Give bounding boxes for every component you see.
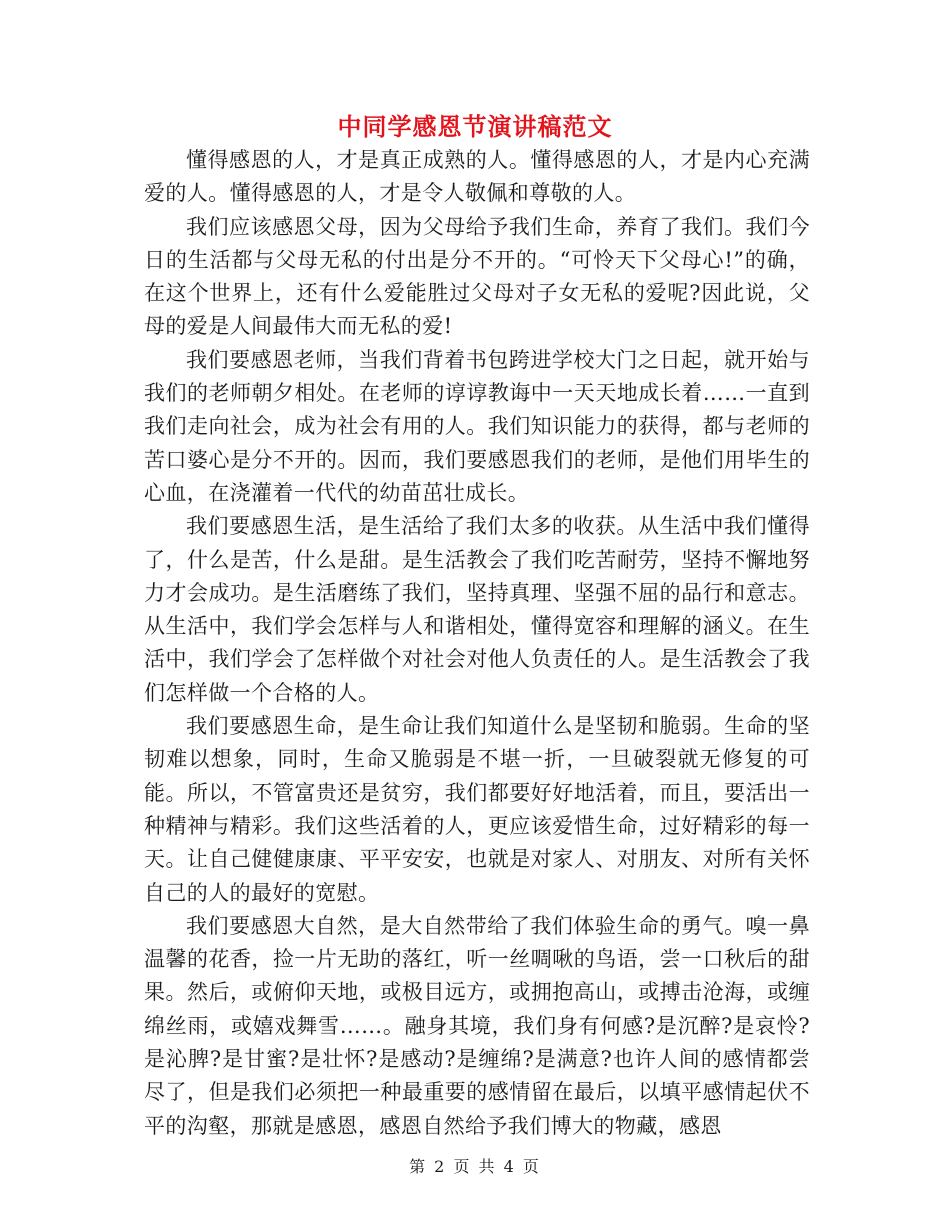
paragraph-nature: 我们要感恩大自然，是大自然带给了我们体验生命的勇气。嗅一鼻温馨的花香，捡一片无助的落红，听一丝啁啾的鸟语，尝一口秋后的甜果。然后，或俯仰天地，或极目远方，或拥抱高山，或搏击沧海，或缠绵丝雨，或嬉戏舞雪……。融身其境，我们身有何感?是沉醉?是哀怜?是沁脾?是甘蜜?是壮怀?是感动?是缠绵?是满意?也许人间的感情都尝尽了，但是我们必须把一种最重要的感情留在最后，以填平感情起伏不平的沟壑，那就是感恩，感恩自然给予我们博大的物藏，感恩 [144,913,810,1138]
paragraph-parents: 我们应该感恩父母，因为父母给予我们生命，养育了我们。我们今日的生活都与父母无私的付出是分不开的。“可怜天下父母心!”的确，在这个世界上，还有什么爱能胜过父母对子女无私的爱呢?因此说，父母的爱是人间最伟大而无私的爱! [144,214,810,339]
page-number-footer: 第 2 页 共 4 页 [409,1157,541,1176]
paragraph-teachers: 我们要感恩老师，当我们背着书包跨进学校大门之日起，就开始与我们的老师朝夕相处。在老师的谆谆教诲中一天天地成长着……一直到我们走向社会，成为社会有用的人。我们知识能力的获得，都与老师的苦口婆心是分不开的。因而，我们要感恩我们的老师，是他们用毕生的心血，在浇灌着一代代的幼苗茁壮成长。 [144,347,810,505]
document-title: 中同学感恩节演讲稿范文 [337,112,613,141]
document-body [144,144,810,1143]
paragraph-intro: 懂得感恩的人，才是真正成熟的人。懂得感恩的人，才是内心充满爱的人。懂得感恩的人，才是令人敬佩和尊敬的人。 [144,148,810,206]
paragraph-life: 我们要感恩生活，是生活给了我们太多的收获。从生活中我们懂得了，什么是苦，什么是甜。是生活教会了我们吃苦耐劳，坚持不懈地努力才会成功。是生活磨练了我们，坚持真理、坚强不屈的品行和意志。从生活中，我们学会怎样与人和谐相处，懂得宽容和理解的涵义。在生活中，我们学会了怎样做个对社会对他人负责任的人。是生活教会了我们怎样做一个合格的人。 [144,514,810,705]
paragraph-living: 我们要感恩生命，是生命让我们知道什么是坚韧和脆弱。生命的坚韧难以想象，同时，生命又脆弱是不堪一折，一旦破裂就无修复的可能。所以，不管富贵还是贫穷，我们都要好好地活着，而且，要活出一种精神与精彩。我们这些活着的人，更应该爱惜生命，过好精彩的每一天。让自己健健康康、平平安安，也就是对家人、对朋友、对所有关怀自己的人的最好的宽慰。 [144,714,810,905]
